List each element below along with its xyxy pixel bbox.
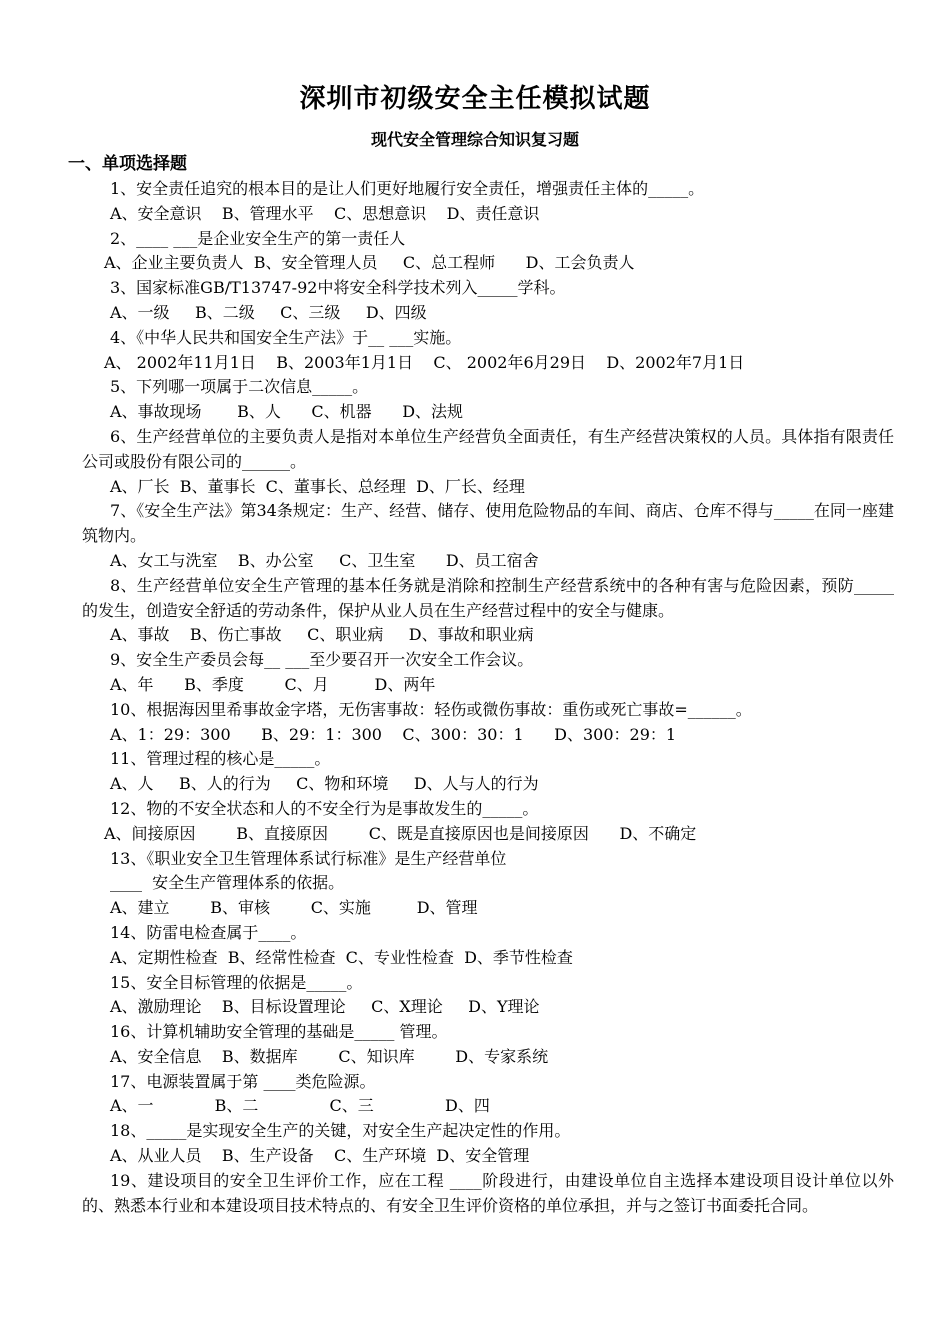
- question-15: 15、安全目标管理的依据是_____。: [110, 972, 363, 992]
- question-17-options: A、一 B、二 C、三 D、四: [110, 1096, 490, 1116]
- question-4: 4、《中华人民共和国安全生产法》于__ ___实施。: [110, 327, 462, 347]
- question-9: 9、安全生产委员会每__ ___至少要召开一次安全工作会议。: [110, 650, 534, 670]
- question-7: 7、《安全生产法》第34条规定：生产、经营、储存、使用危险物品的车间、商店、仓库不得与_____在同一座建筑物内。: [82, 501, 894, 546]
- question-13: 13、《职业安全卫生管理体系试行标准》是生产经营单位: [110, 848, 507, 868]
- question-5-options: A、事故现场 B、人 C、机器 D、法规: [110, 402, 464, 422]
- question-1-options: A、安全意识 B、管理水平 C、思想意识 D、责任意识: [110, 203, 540, 223]
- question-18-options: A、从业人员 B、生产设备 C、生产环境 D、安全管理: [110, 1146, 530, 1166]
- question-9-options: A、年 B、季度 C、月 D、两年: [110, 674, 436, 694]
- question-18: 18、_____是实现安全生产的关键，对安全生产起决定性的作用。: [110, 1121, 571, 1141]
- question-11-options: A、人 B、人的行为 C、物和环境 D、人与人的行为: [110, 774, 539, 794]
- question-2: 2、____ ___是企业安全生产的第一责任人: [110, 228, 406, 248]
- question-12: 12、物的不安全状态和人的不安全行为是事故发生的_____。: [110, 798, 539, 818]
- question-5: 5、下列哪一项属于二次信息_____。: [110, 377, 369, 397]
- question-2-options: A、企业主要负责人 B、安全管理人员 C、总工程师 D、工会负责人: [104, 253, 635, 273]
- question-13-options: A、建立 B、审核 C、实施 D、管理: [110, 898, 478, 918]
- question-19: 19、建设项目的安全卫生评价工作，应在工程 ____阶段进行，由建设单位自主选择本建设项目设计单位以外的、熟悉本行业和本建设项目技术特点的、有安全卫生评价资格的单位承担，并与之签订书面委托合同。: [82, 1170, 894, 1215]
- question-15-options: A、激励理论 B、目标设置理论 C、X理论 D、Y理论: [110, 997, 540, 1017]
- question-17: 17、电源装置属于第 ____类危险源。: [110, 1071, 376, 1091]
- question-3-options: A、一级 B、二级 C、三级 D、四级: [110, 302, 427, 322]
- question-13-continuation: ____ 安全生产管理体系的依据。: [110, 873, 345, 893]
- question-1: 1、安全责任追究的根本目的是让人们更好地履行安全责任，增强责任主体的_____。: [110, 179, 705, 198]
- question-3: 3、国家标准GB/T13747-92中将安全科学技术列入_____学科。: [110, 278, 566, 298]
- question-16-options: A、安全信息 B、数据库 C、知识库 D、专家系统: [110, 1046, 549, 1066]
- question-6: 6、生产经营单位的主要负责人是指对本单位生产经营负全面责任，有生产经营决策权的人员。具体指有限责任公司或股份有限公司的______。: [82, 426, 894, 471]
- question-8-options: A、事故 B、伤亡事故 C、职业病 D、事故和职业病: [110, 625, 534, 645]
- question-7-options: A、女工与洗室 B、办公室 C、卫生室 D、员工宿舍: [110, 550, 539, 570]
- question-4-options: A、 2002年11月1日 B、2003年1月1日 C、 2002年6月29日 D、2002年7月1日: [104, 352, 745, 372]
- section-heading: 一、单项选择题: [68, 154, 187, 174]
- question-list: [82, 177, 894, 1218]
- page-subtitle: 现代安全管理综合知识复习题: [370, 130, 579, 149]
- question-11: 11、管理过程的核心是_____。: [110, 749, 331, 769]
- question-8: 8、生产经营单位安全生产管理的基本任务就是消除和控制生产经营系统中的各种有害与危险因素，预防_____的发生，创造安全舒适的劳动条件，保护从业人员在生产经营过程中的安全与健康。: [82, 575, 894, 620]
- question-14-options: A、定期性检查 B、经常性检查 C、专业性检查 D、季节性检查: [110, 947, 573, 967]
- question-16: 16、计算机辅助安全管理的基础是_____ 管理。: [110, 1022, 448, 1042]
- question-10-options: A、1：29：300 B、29：1：300 C、300：30：1 D、300：29：1: [110, 724, 677, 744]
- question-14: 14、防雷电检查属于____。: [110, 922, 307, 942]
- page-title: 深圳市初级安全主任模拟试题: [299, 84, 651, 114]
- question-12-options: A、间接原因 B、直接原因 C、既是直接原因也是间接原因 D、不确定: [104, 823, 697, 843]
- question-10: 10、根据海因里希事故金字塔，无伤害事故：轻伤或微伤事故：重伤或死亡事故=______。: [110, 699, 752, 719]
- question-6-options: A、厂长 B、董事长 C、董事长、总经理 D、厂长、经理: [110, 476, 525, 496]
